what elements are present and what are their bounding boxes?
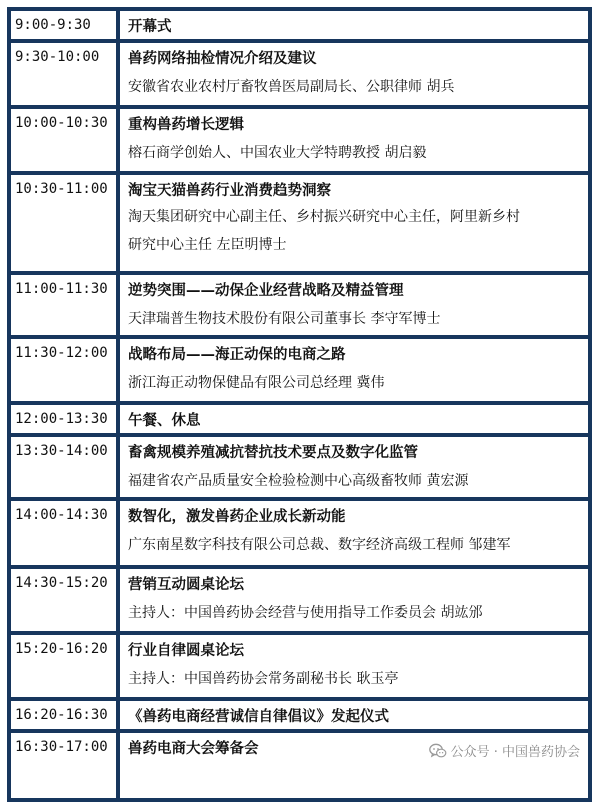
content-cell [120,175,588,271]
table-row [11,175,588,271]
content-cell [120,437,588,497]
session-title: 数智化，激发兽药企业成长新动能 [128,509,346,525]
table-row [11,701,588,729]
table-row [11,405,588,433]
table-row [11,635,588,697]
table-row [11,43,588,105]
speaker-info: 广东南星数字科技有限公司总裁、数字经济高级工程师 邹建军 [128,537,511,553]
table-row [11,339,588,401]
time-cell: 15:20-16:20 [11,635,116,697]
time-cell: 11:30-12:00 [11,339,116,401]
session-title: 开幕式 [128,19,172,35]
content-cell [120,339,588,401]
session-title: 战略布局——海正动保的电商之路 [128,347,346,363]
content-cell [120,275,588,335]
speaker-info: 主持人：中国兽药协会经营与使用指导工作委员会 胡竑邠 [128,605,483,621]
watermark [429,741,580,760]
content-cell [120,501,588,565]
speaker-info: 天津瑞普生物技术股份有限公司董事长 李守军博士 [128,311,441,327]
speaker-info: 福建省农产品质量安全检验检测中心高级畜牧师 黄宏源 [128,473,469,489]
content-cell [120,405,588,433]
session-title: 逆势突围——动保企业经营战略及精益管理 [128,283,404,299]
wechat-icon [429,743,447,759]
schedule-table [7,7,592,802]
content-cell [120,635,588,697]
speaker-info: 浙江海正动物保健品有限公司总经理 冀伟 [128,375,385,391]
speaker-info [128,203,582,259]
watermark-text: 公众号 · 中国兽药协会 [450,745,580,760]
session-title: 午餐、休息 [128,413,201,429]
time-cell: 12:00-13:30 [11,405,116,433]
table-row [11,437,588,497]
time-cell: 13:30-14:00 [11,437,116,497]
table-row [11,733,588,798]
time-cell: 16:20-16:30 [11,701,116,729]
session-title: 兽药网络抽检情况介绍及建议 [128,51,317,67]
time-cell: 10:00-10:30 [11,109,116,171]
speaker-info: 安徽省农业农村厅畜牧兽医局副局长、公职律师 胡兵 [128,79,455,95]
speaker-info: 主持人：中国兽药协会常务副秘书长 耿玉亭 [128,671,399,687]
speaker-info-line: 研究中心主任 左臣明博士 [128,237,287,253]
content-cell [120,109,588,171]
session-title: 行业自律圆桌论坛 [128,643,244,659]
speaker-info-line: 淘天集团研究中心副主任、乡村振兴研究中心主任，阿里新乡村 [128,209,520,225]
time-cell: 14:00-14:30 [11,501,116,565]
content-cell [120,43,588,105]
table-row [11,109,588,171]
content-cell [120,701,588,729]
content-cell [120,569,588,631]
session-title: 兽药电商大会筹备会 [128,741,259,757]
time-cell: 11:00-11:30 [11,275,116,335]
content-cell [120,733,588,798]
speaker-info: 榕石商学创始人、中国农业大学特聘教授 胡启毅 [128,145,427,161]
session-title: 淘宝天猫兽药行业消费趋势洞察 [128,183,331,199]
table-row [11,501,588,565]
table-row [11,569,588,631]
time-cell: 14:30-15:20 [11,569,116,631]
schedule-rows [11,11,588,798]
time-cell: 9:30-10:00 [11,43,116,105]
session-title: 营销互动圆桌论坛 [128,577,244,593]
table-row [11,275,588,335]
time-cell: 10:30-11:00 [11,175,116,271]
table-row [11,11,588,39]
session-title: 重构兽药增长逻辑 [128,117,244,133]
session-title: 畜禽规模养殖减抗替抗技术要点及数字化监管 [128,445,418,461]
content-cell [120,11,588,39]
time-cell: 9:00-9:30 [11,11,116,39]
session-title: 《兽药电商经营诚信自律倡议》发起仪式 [128,709,389,725]
time-cell: 16:30-17:00 [11,733,116,798]
